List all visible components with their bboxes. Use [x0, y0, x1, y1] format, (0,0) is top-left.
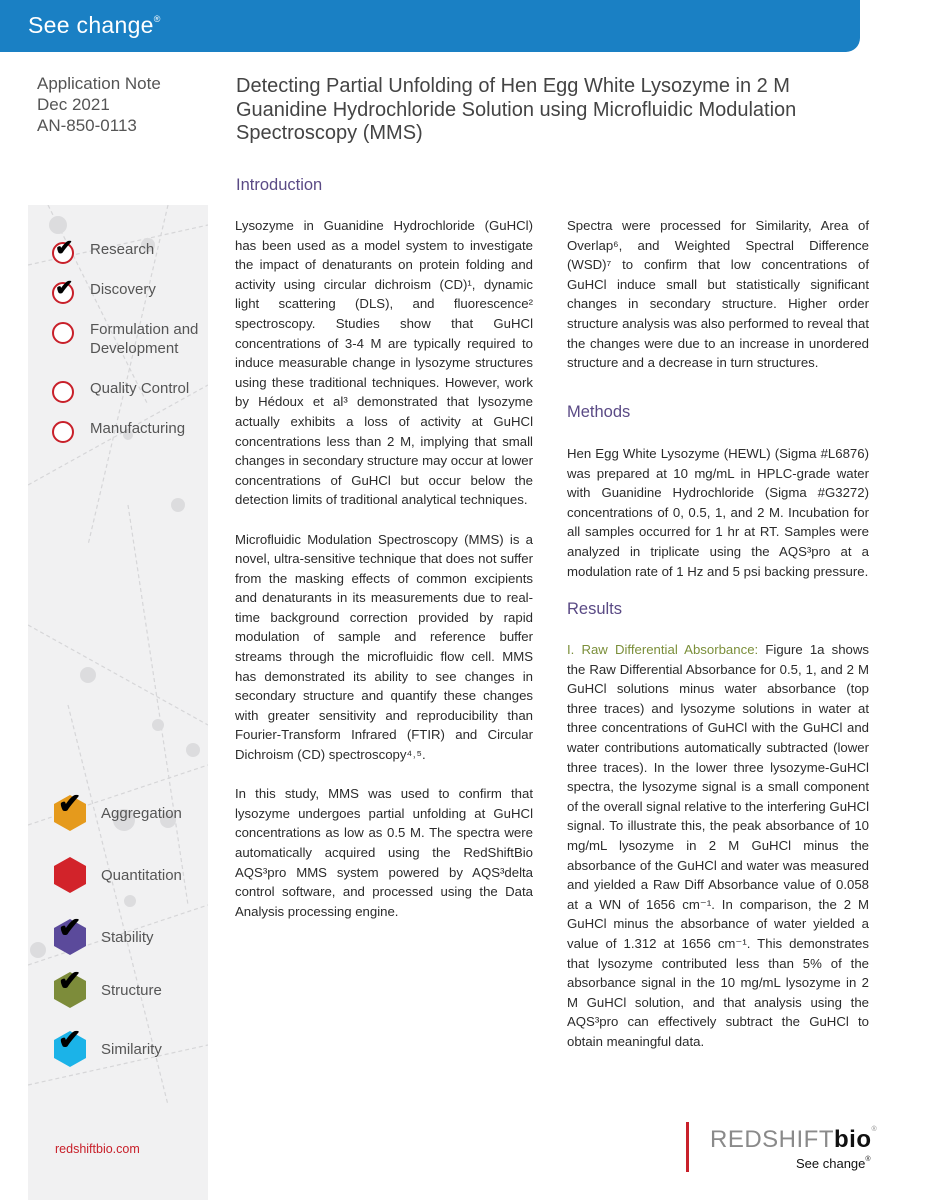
stage-item-research [52, 235, 222, 264]
check-icon: ✔ [58, 1024, 82, 1055]
header-tagline [28, 12, 161, 39]
circle-icon [52, 381, 74, 403]
stage-label: Research [90, 241, 155, 258]
results-paragraph [567, 640, 869, 1051]
results-body [567, 640, 869, 1071]
stage-label: Manufacturing [90, 420, 186, 437]
header-banner [0, 0, 860, 52]
intro-paragraph: Microfluidic Modulation Spectroscopy (MMS) is a novel, ultra-sensitive technique that does not suffer from the masking effects of common excipients and denaturants in its measurements due to real-time background correction provided by rapid modulation of sample and reference buffer streams through the microfluidic flow cell. MMS has demonstrated its ability to see changes in secondary structure and quantify these changes with greater sensitivity and reproducibility than Fourier-Transform Infrared (FTIR) and Circular Dichroism (CD) spectroscopy⁴˒⁵. [235, 531, 533, 763]
attribute-label: Quantitation [101, 866, 182, 884]
attribute-item-stability [54, 912, 224, 955]
attribute-label: Aggregation [101, 804, 182, 822]
registered-mark: ® [871, 1126, 878, 1133]
attribute-label: Stability [101, 928, 154, 946]
section-heading-introduction: Introduction [236, 176, 323, 194]
check-icon: ✔ [58, 912, 82, 943]
document-date: Dec 2021 [37, 95, 110, 114]
intro-paragraph: Spectra were processed for Similarity, Area of Overlap⁶, and Weighted Spectral Difference (WSD)⁷ to confirm that low concentrations of GuHCl induce small but statistically significant changes in secondary structure. Higher order structure analysis was also performed to reveal that the changes were due to an increase in unordered structure and a decrease in turn structures. [567, 218, 869, 371]
attribute-label: Structure [101, 981, 162, 999]
registered-mark: ® [865, 1156, 871, 1163]
check-icon: ✔ [55, 275, 74, 300]
intro-paragraph: Lysozyme in Guanidine Hydrochloride (GuHCl) has been used as a model system to investigate the impact of denaturants on protein folding and activity using circular dichroism (CD)¹, dynamic light scattering (DLS), and fluorescence² spectroscopy. Studies show that GuHCl concentrations of 3-4 M are typically required to induce measurable change in lysozyme structures using these traditional techniques. However, work by Hédoux et al³ demonstrated that lysozyme actually exhibits a loss of activity at GuHCl concentrations less than 2 M, implying that small changes in secondary structure may occur at lower concentrations of GuHCl but occur below the detection limits of traditional analytical techniques. [235, 218, 533, 508]
tagline-text: See change [28, 12, 154, 38]
check-icon: ✔ [58, 965, 82, 996]
circle-icon [52, 275, 74, 304]
logo-tagline-text: See change [796, 1156, 866, 1171]
attribute-label: Similarity [101, 1040, 162, 1058]
left-column [235, 216, 533, 941]
check-icon: ✔ [55, 235, 74, 260]
logo-text-light: REDSHIFT [710, 1126, 834, 1153]
section-heading-methods: Methods [567, 403, 631, 421]
logo-text-bold: bio [834, 1126, 872, 1153]
website-link[interactable]: redshiftbio.com [55, 1142, 140, 1156]
methods-body [567, 444, 869, 601]
attribute-item-similarity [54, 1024, 224, 1067]
stage-label: Formulation and Development [90, 321, 199, 357]
right-column-top [567, 216, 869, 392]
attribute-item-quantitation [54, 857, 224, 893]
section-heading-results: Results [567, 600, 623, 618]
hexagon-icon [54, 857, 86, 893]
circle-icon [52, 322, 74, 344]
intro-paragraph: In this study, MMS was used to confirm that lysozyme undergoes partial unfolding at GuHCl concentrations as low as 0.5 M. The spectra were automatically acquired using the RedShiftBio AQS³pro MMS system powered by AQS³delta control software, and processed using the Data Analysis processing engine. [235, 786, 533, 919]
logo-divider [686, 1122, 689, 1172]
circle-icon [52, 235, 74, 264]
attribute-item-aggregation [54, 788, 224, 831]
stage-item-discovery [52, 275, 222, 304]
stage-label: Quality Control [90, 380, 190, 397]
redshiftbio-logo [686, 1122, 886, 1178]
circle-icon [52, 421, 74, 443]
logo-wordmark [710, 1126, 877, 1154]
attribute-item-structure [54, 965, 224, 1008]
document-type: Application Note [37, 74, 161, 93]
check-icon: ✔ [58, 788, 82, 819]
methods-paragraph: Hen Egg White Lysozyme (HEWL) (Sigma #L6876) was prepared at 10 mg/mL in HPLC-grade water with Guanidine Hydrochloride (Sigma #G3272) concentrations of 0, 0.5, 1, and 2 M. Incubation for all samples occurred for 1 hr at RT. Samples were analyzed in triplicate using the AQS³pro at a modulation rate of 1 Hz and 5 psi backing pressure. [567, 446, 869, 579]
logo-tagline [796, 1156, 871, 1171]
results-subheading: I. Raw Differential Absorbance: [567, 642, 759, 657]
stage-item-formulation [52, 320, 222, 358]
stage-label: Discovery [90, 281, 156, 298]
document-id: AN-850-0113 [37, 116, 137, 135]
document-meta [37, 73, 161, 136]
results-text: Figure 1a shows the Raw Differential Absorbance for 0.5, 1, and 2 M GuHCl solutions minus water absorbance (top three traces) and lysozyme solutions in water at three concentrations of GuHCl with the GuHCl and water contributions automatically subtracted (lower three traces). In the lower three lysozyme-GuHCl spectra, the lysozyme signal is a small component of the overall signal relative to the interfering GuHCl signal. To illustrate this, the peak absorbance of 10 mg/mL lysozyme in 2 M GuHCl minus the absorbance of the GuHCl and water was measured and yielded a Raw Diff Absorbance value of 0.058 at a WN of 1656 cm⁻¹. In comparison, the 2 M GuHCl minus the absorbance of water yielded a value of 1.312 at 1656 cm⁻¹. This demonstrates that lysozyme contributed less than 5% of the absorbance signal in the 10 mg/mL lysozyme in 2 M GuHCl solution, and that analysis using the AQS³pro can effectively subtract the GuHCl to obtain meaningful data. [567, 642, 870, 1049]
stage-item-quality-control [52, 379, 222, 403]
stage-item-manufacturing [52, 419, 222, 443]
page-title: Detecting Partial Unfolding of Hen Egg White Lysozyme in 2 M Guanidine Hydrochloride Solution using Microfluidic Modulation Spectroscopy (MMS) [236, 75, 797, 144]
registered-mark: ® [153, 14, 161, 24]
